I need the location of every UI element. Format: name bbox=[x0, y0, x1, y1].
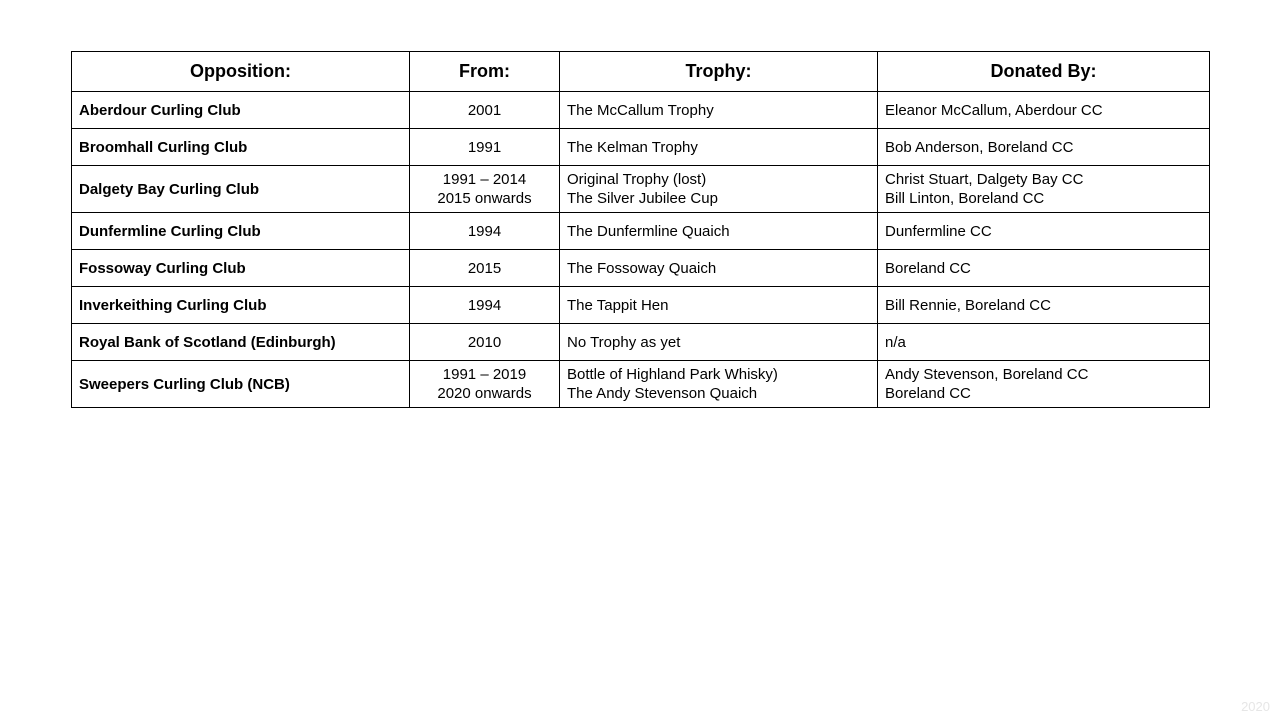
cell-line: 2015 bbox=[467, 259, 502, 277]
cell-from bbox=[410, 324, 560, 361]
cell-opposition: Dalgety Bay Curling Club bbox=[72, 166, 410, 213]
year-watermark: 2020 bbox=[1241, 699, 1270, 714]
header-from: From: bbox=[410, 52, 560, 92]
cell-opposition: Sweepers Curling Club (NCB) bbox=[72, 361, 410, 408]
trophy-table-container bbox=[71, 51, 1209, 408]
cell-trophy bbox=[560, 92, 878, 129]
cell-donor bbox=[878, 287, 1210, 324]
table-row bbox=[72, 324, 1210, 361]
cell-donor bbox=[878, 213, 1210, 250]
cell-line: 1991 – 2019 bbox=[442, 366, 527, 383]
table-row bbox=[72, 250, 1210, 287]
cell-trophy bbox=[560, 361, 878, 408]
cell-donor bbox=[878, 361, 1210, 408]
cell-from bbox=[410, 213, 560, 250]
cell-from bbox=[410, 287, 560, 324]
cell-line: 2015 onwards bbox=[437, 190, 532, 207]
table-row bbox=[72, 361, 1210, 408]
cell-trophy bbox=[560, 287, 878, 324]
cell-from bbox=[410, 92, 560, 129]
cell-opposition: Royal Bank of Scotland (Edinburgh) bbox=[72, 324, 410, 361]
cell-line: Bill Rennie, Boreland CC bbox=[885, 296, 1051, 314]
header-trophy: Trophy: bbox=[560, 52, 878, 92]
cell-line: Original Trophy (lost) bbox=[567, 171, 707, 188]
cell-line: Eleanor McCallum, Aberdour CC bbox=[885, 101, 1103, 119]
table-row bbox=[72, 213, 1210, 250]
cell-line: Bottle of Highland Park Whisky) bbox=[567, 366, 778, 383]
cell-from bbox=[410, 129, 560, 166]
cell-line: Bill Linton, Boreland CC bbox=[885, 190, 1045, 207]
header-opposition: Opposition: bbox=[72, 52, 410, 92]
cell-line: 2020 onwards bbox=[437, 385, 532, 402]
cell-line: 1994 bbox=[467, 296, 502, 314]
cell-line: The Kelman Trophy bbox=[567, 138, 698, 156]
cell-donor bbox=[878, 129, 1210, 166]
table-row bbox=[72, 129, 1210, 166]
cell-from bbox=[410, 361, 560, 408]
cell-trophy bbox=[560, 324, 878, 361]
cell-trophy bbox=[560, 166, 878, 213]
table-row bbox=[72, 166, 1210, 213]
cell-opposition: Inverkeithing Curling Club bbox=[72, 287, 410, 324]
trophy-table bbox=[71, 51, 1210, 408]
cell-trophy bbox=[560, 129, 878, 166]
cell-trophy bbox=[560, 250, 878, 287]
cell-donor bbox=[878, 324, 1210, 361]
cell-line: No Trophy as yet bbox=[567, 333, 681, 351]
cell-line: 2010 bbox=[467, 333, 502, 351]
cell-line: The Tappit Hen bbox=[567, 296, 669, 314]
cell-line: Bob Anderson, Boreland CC bbox=[885, 138, 1074, 156]
cell-line: The Fossoway Quaich bbox=[567, 259, 717, 277]
cell-line: Boreland CC bbox=[885, 259, 971, 277]
cell-line: Boreland CC bbox=[885, 385, 971, 402]
cell-donor bbox=[878, 250, 1210, 287]
cell-opposition: Broomhall Curling Club bbox=[72, 129, 410, 166]
cell-opposition: Dunfermline Curling Club bbox=[72, 213, 410, 250]
cell-line: Andy Stevenson, Boreland CC bbox=[885, 366, 1089, 383]
cell-line: Christ Stuart, Dalgety Bay CC bbox=[885, 171, 1084, 188]
cell-opposition: Aberdour Curling Club bbox=[72, 92, 410, 129]
cell-line: Dunfermline CC bbox=[885, 222, 992, 240]
cell-line: n/a bbox=[885, 333, 906, 351]
cell-line: 1991 bbox=[467, 138, 502, 156]
cell-opposition: Fossoway Curling Club bbox=[72, 250, 410, 287]
cell-from bbox=[410, 250, 560, 287]
cell-donor bbox=[878, 166, 1210, 213]
cell-line: 1994 bbox=[467, 222, 502, 240]
cell-line: The McCallum Trophy bbox=[567, 101, 714, 119]
table-header-row bbox=[72, 52, 1210, 92]
table-row bbox=[72, 287, 1210, 324]
cell-from bbox=[410, 166, 560, 213]
header-donated-by: Donated By: bbox=[878, 52, 1210, 92]
cell-line: The Dunfermline Quaich bbox=[567, 222, 730, 240]
cell-donor bbox=[878, 92, 1210, 129]
cell-line: 1991 – 2014 bbox=[442, 171, 527, 188]
cell-line: 2001 bbox=[467, 101, 502, 119]
cell-line: The Silver Jubilee Cup bbox=[567, 190, 718, 207]
cell-trophy bbox=[560, 213, 878, 250]
cell-line: The Andy Stevenson Quaich bbox=[567, 385, 758, 402]
table-row bbox=[72, 92, 1210, 129]
